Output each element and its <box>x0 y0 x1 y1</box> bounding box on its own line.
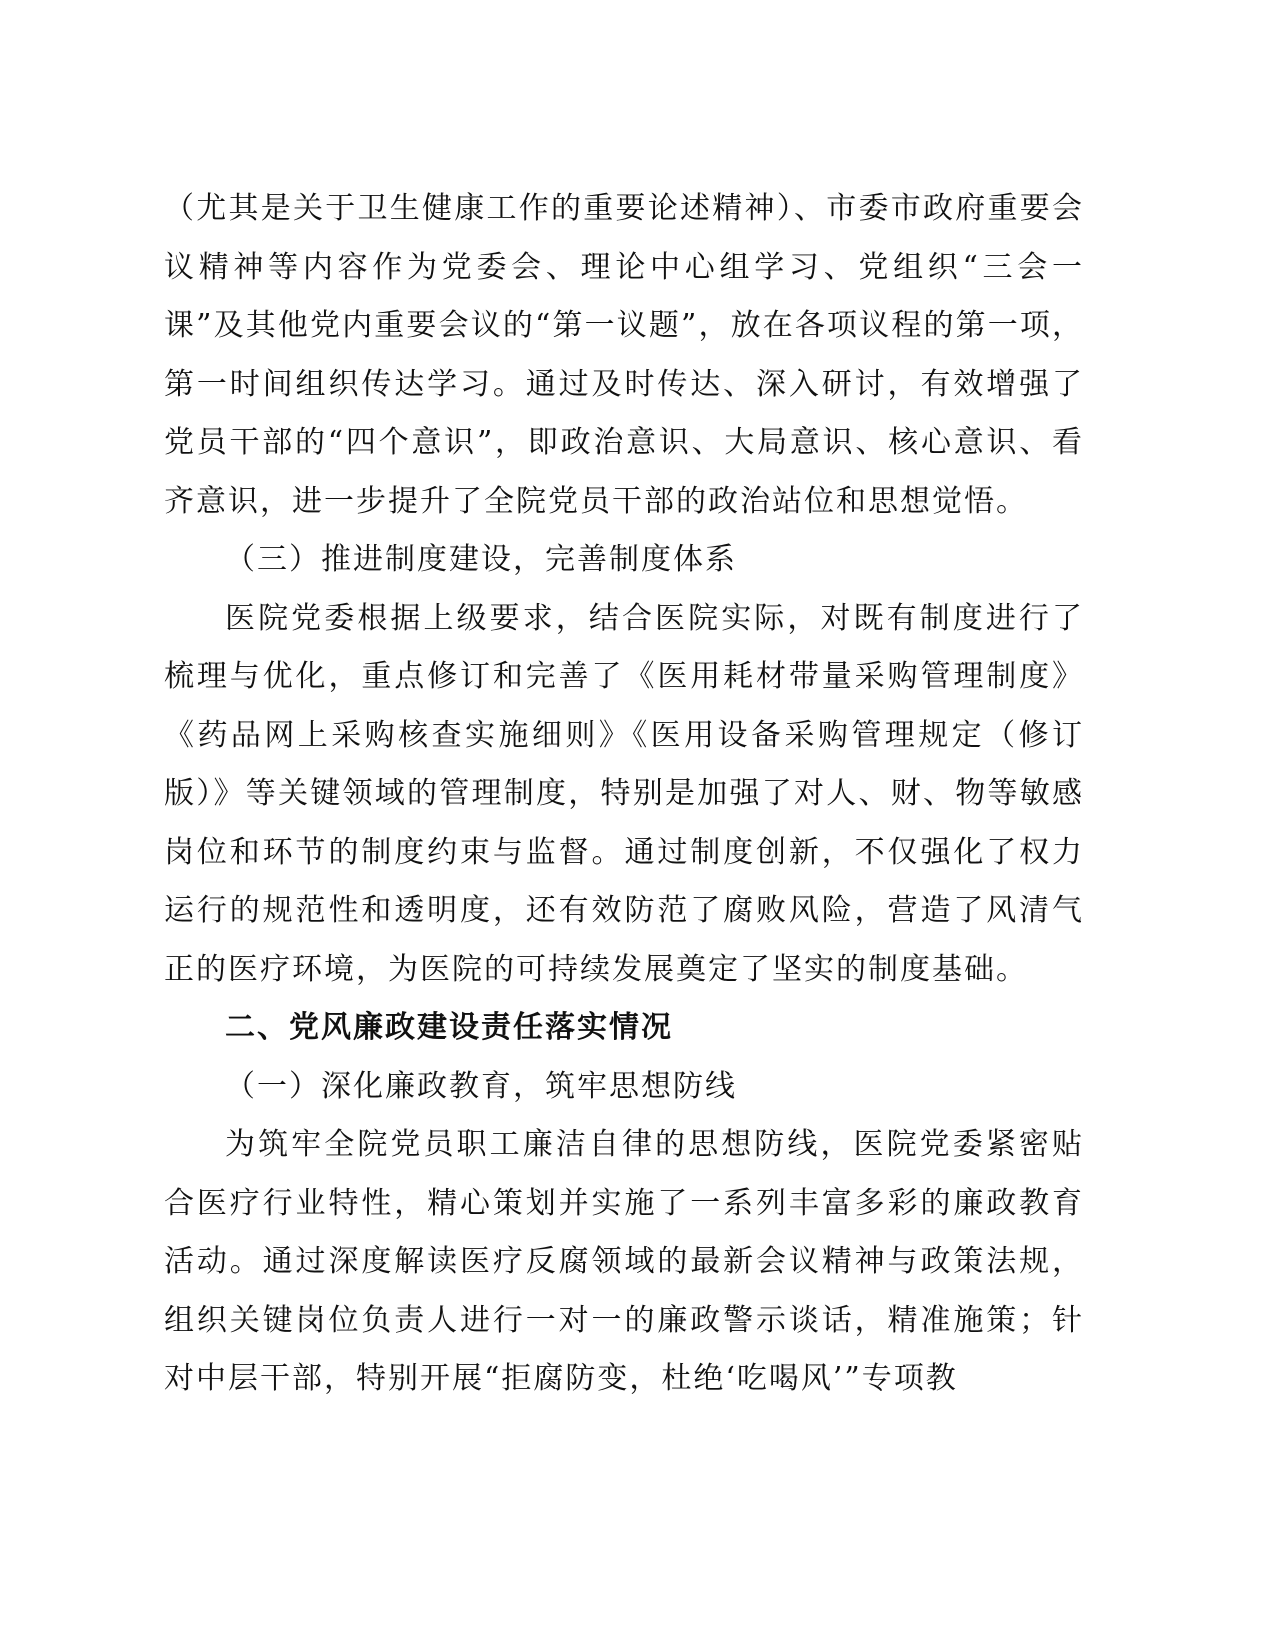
section-2-heading: 二、党风廉政建设责任落实情况 <box>225 1010 673 1045</box>
paragraph-2-1: 为筑牢全院党员职工廉洁自律的思想防线，医院党委紧密贴合医疗行业特性，精心策划并实施了一系列丰富多彩的廉政教育活动。通过深度解读医疗反腐领域的最新会议精神与政策法规，组织关键岗位负责人进行一对一的廉政警示谈话，精准施策；针对中层干部，特别开展“拒腐防变，杜绝‘吃喝风’”专项教 <box>164 1127 1084 1396</box>
paragraph-3: 医院党委根据上级要求，结合医院实际，对既有制度进行了梳理与优化，重点修订和完善了《医用耗材带量采购管理制度》《药品网上采购核查实施细则》《医用设备采购管理规定（修订版）》等关键领域的管理制度，特别是加强了对人、财、物等敏感岗位和环节的制度约束与监督。通过制度创新，不仅强化了权力运行的规范性和透明度，还有效防范了腐败风险，营造了风清气正的医疗环境，为医院的可持续发展奠定了坚实的制度基础。 <box>164 600 1084 987</box>
document-body <box>164 180 1084 1409</box>
paragraph-continued: （尤其是关于卫生健康工作的重要论述精神）、市委市政府重要会议精神等内容作为党委会、理论中心组学习、党组织“三会一课”及其他党内重要会议的“第一议题”，放在各项议程的第一项，第一时间组织传达学习。通过及时传达、深入研讨，有效增强了党员干部的“四个意识”，即政治意识、大局意识、核心意识、看齐意识，进一步提升了全院党员干部的政治站位和思想觉悟。 <box>164 191 1084 519</box>
subheading-2-1: （一）深化廉政教育，筑牢思想防线 <box>225 1068 737 1104</box>
subheading-3: （三）推进制度建设，完善制度体系 <box>225 542 737 577</box>
